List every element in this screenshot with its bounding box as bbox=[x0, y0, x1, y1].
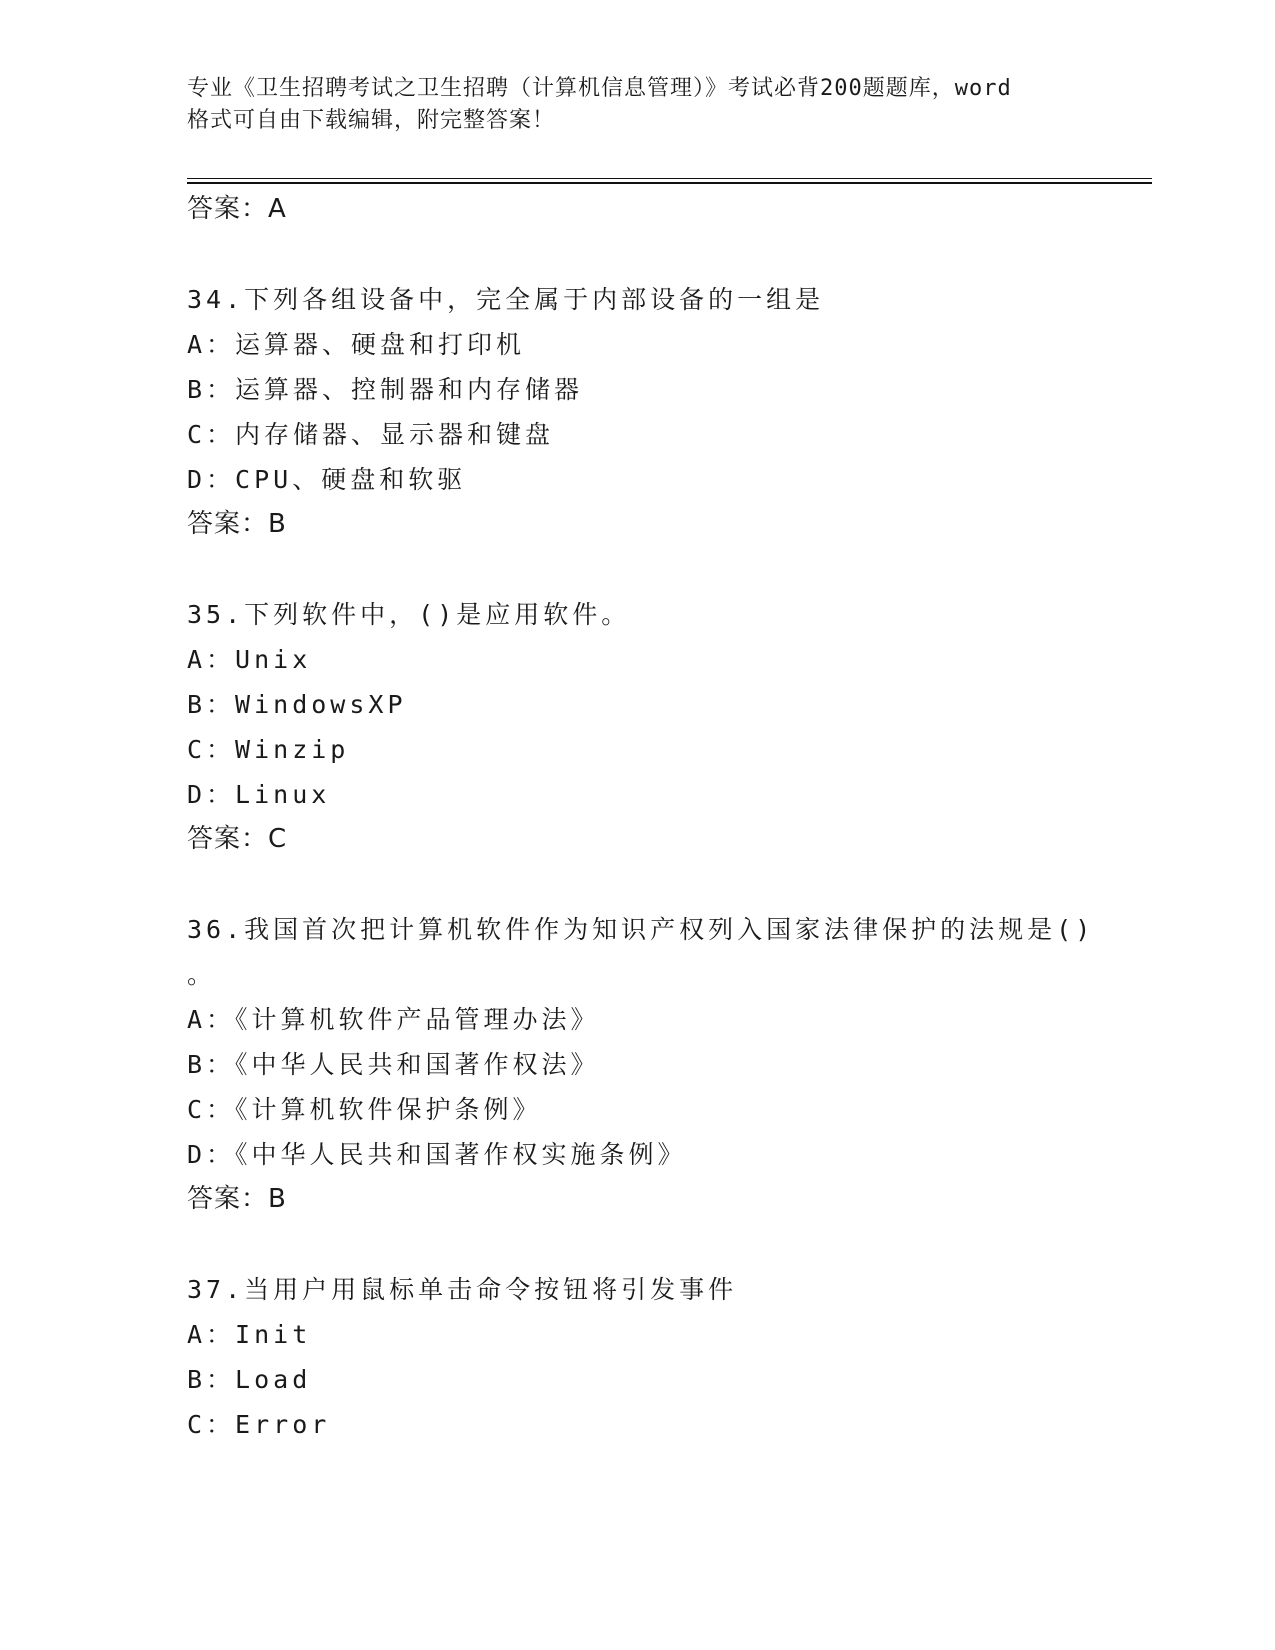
question-35-option-b: B：WindowsXP bbox=[187, 690, 407, 719]
question-34-text: 34.下列各组设备中，完全属于内部设备的一组是 bbox=[187, 285, 825, 314]
answer-prev: 答案：A bbox=[187, 194, 287, 224]
question-34-option-c: C：内存储器、显示器和键盘 bbox=[187, 420, 555, 449]
header-divider-thick bbox=[187, 182, 1152, 184]
question-35-answer: 答案：C bbox=[187, 824, 288, 854]
question-36-text: 36.我国首次把计算机软件作为知识产权列入国家法律保护的法规是() bbox=[187, 915, 1095, 944]
question-35-option-c: C：Winzip bbox=[187, 735, 350, 764]
question-34-option-a: A：运算器、硬盘和打印机 bbox=[187, 330, 526, 359]
question-35-option-d: D：Linux bbox=[187, 780, 331, 809]
question-34-option-b: B：运算器、控制器和内存储器 bbox=[187, 375, 584, 404]
header-line-2: 格式可自由下载编辑，附完整答案！ bbox=[187, 108, 556, 133]
question-37-option-a: A：Init bbox=[187, 1320, 312, 1349]
question-35-option-a: A：Unix bbox=[187, 645, 312, 674]
question-36-option-b: B：《中华人民共和国著作权法》 bbox=[187, 1050, 600, 1079]
question-36-text-cont: 。 bbox=[187, 960, 217, 989]
question-36-answer: 答案：B bbox=[187, 1184, 287, 1214]
question-36-option-a: A：《计算机软件产品管理办法》 bbox=[187, 1005, 600, 1034]
document-header bbox=[187, 73, 1087, 137]
question-35-text: 35.下列软件中，()是应用软件。 bbox=[187, 600, 631, 629]
question-37-option-b: B：Load bbox=[187, 1365, 312, 1394]
header-line-1: 专业《卫生招聘考试之卫生招聘（计算机信息管理）》考试必背200题题库，word bbox=[187, 76, 1012, 101]
question-36-option-c: C：《计算机软件保护条例》 bbox=[187, 1095, 542, 1124]
question-34-answer: 答案：B bbox=[187, 509, 287, 539]
question-37-text: 37.当用户用鼠标单击命令按钮将引发事件 bbox=[187, 1275, 738, 1304]
question-36-option-d: D：《中华人民共和国著作权实施条例》 bbox=[187, 1140, 687, 1169]
question-34-option-d: D：CPU、硬盘和软驱 bbox=[187, 465, 467, 494]
header-divider-thin bbox=[187, 178, 1152, 179]
question-37-option-c: C：Error bbox=[187, 1410, 331, 1439]
